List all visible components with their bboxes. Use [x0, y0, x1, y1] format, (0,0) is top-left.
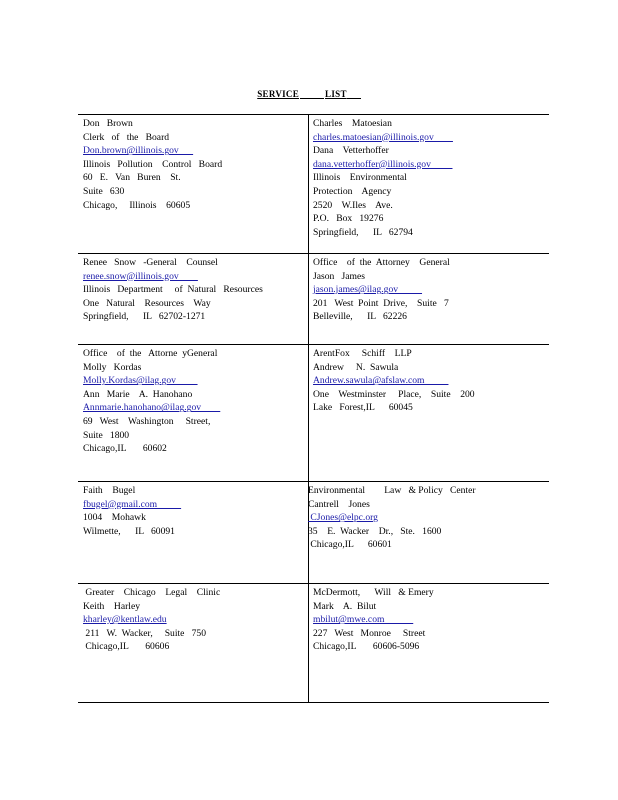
address-line: One Westminster Place, Suite 200: [313, 388, 475, 400]
address-line: P.O. Box 19276: [313, 213, 384, 225]
address-line: 1004 Mohawk: [83, 512, 146, 524]
address-line: Chicago,IL 60601: [308, 539, 392, 551]
address-line: One Natural Resources Way: [83, 297, 211, 309]
address-line: 2520 W.Iles Ave.: [313, 199, 393, 211]
email-link[interactable]: kharley@kentlaw.edu: [83, 614, 167, 626]
address-line: Illinois Department of Natural Resources: [83, 284, 263, 296]
address-line: Andrew N. Sawula: [313, 361, 399, 373]
address-line: 35 E. Wacker Dr., Ste. 1600: [308, 525, 442, 537]
address-line: Don Brown: [83, 118, 133, 129]
address-line: 201 West Point Drive, Suite 7: [313, 297, 449, 309]
address-line: Environmental Law & Policy Center: [308, 485, 476, 496]
address-line: Clerk of the Board: [83, 131, 170, 143]
address-line: McDermott, Will & Emery: [313, 587, 434, 598]
title-underline-gap: [300, 89, 324, 99]
address-line: Wilmette, IL 60091: [83, 525, 175, 537]
email-link[interactable]: Molly.Kordas@ilag.gov: [83, 375, 198, 387]
address-line: Protection Agency: [313, 185, 392, 197]
address-line: Greater Chicago Legal Clinic: [83, 587, 221, 598]
table-rule: [78, 344, 549, 345]
email-link[interactable]: charles.matoesian@illinois.gov: [313, 131, 453, 143]
email-link[interactable]: Andrew.sawula@afslaw.com: [313, 375, 449, 387]
address-line: Molly Kordas: [83, 361, 142, 373]
address-line: Springfield, IL 62702-1271: [83, 311, 206, 323]
email-link[interactable]: jason.james@ilag.gov: [313, 284, 423, 296]
column-divider: [308, 114, 309, 703]
email-link[interactable]: Don.brown@illinois.gov: [83, 145, 194, 157]
page-title: [0, 89, 618, 99]
address-line: Suite 1800: [83, 429, 130, 441]
service-entry-jason-james: [313, 256, 450, 324]
address-line: 227 West Monroe Street: [313, 627, 426, 639]
address-line: Chicago,IL 60602: [83, 443, 167, 455]
table-rule: [78, 481, 549, 482]
address-line: Illinois Environmental: [313, 172, 407, 184]
address-line: Lake Forest,IL 60045: [313, 402, 413, 414]
table-rule: [78, 253, 549, 254]
service-entry-mark-bilut: [313, 586, 434, 654]
email-link[interactable]: renee.snow@illinois.gov: [83, 270, 198, 282]
address-line: Jason James: [313, 270, 365, 282]
service-entry-andrew-sawula: [313, 347, 475, 415]
title-part-1: SERVICE: [257, 89, 300, 99]
address-line: Mark A. Bilut: [313, 600, 377, 612]
address-line: Renee Snow -General Counsel: [83, 257, 218, 268]
address-line: Cantrell Jones: [308, 498, 370, 510]
service-entry-cantrell-jones: [308, 484, 476, 552]
address-line: Chicago, Illinois 60605: [83, 199, 191, 211]
service-entry-don-brown: [83, 117, 222, 212]
service-entry-charles-matoesian: [313, 117, 453, 239]
email-link[interactable]: dana.vetterhoffer@illinois.gov: [313, 158, 453, 170]
address-line: Chicago,IL 60606: [83, 641, 170, 653]
table-rule: [78, 114, 549, 115]
email-link[interactable]: Annmarie.hanohano@ilag.gov: [83, 402, 221, 414]
address-line: Faith Bugel: [83, 485, 136, 496]
address-line: Belleville, IL 62226: [313, 311, 407, 323]
title-part-2: LIST: [325, 89, 347, 99]
table-rule: [78, 702, 549, 703]
address-line: Chicago,IL 60606-5096: [313, 641, 420, 653]
title-underline-tail: [347, 89, 361, 99]
service-entry-faith-bugel: [83, 484, 181, 538]
address-line: Suite 630: [83, 185, 125, 197]
address-line: 69 West Washington Street,: [83, 415, 211, 427]
address-line: Dana Vetterhoffer: [313, 145, 389, 157]
address-line: ArentFox Schiff LLP: [313, 348, 412, 359]
address-line: 211 W. Wacker, Suite 750: [83, 627, 207, 639]
address-line: 60 E. Van Buren St.: [83, 172, 181, 184]
address-line: Illinois Pollution Control Board: [83, 158, 223, 170]
address-line: Office of the Attorne yGeneral: [83, 348, 218, 359]
email-link[interactable]: mbilut@mwe.com: [313, 614, 414, 626]
address-line: Ann Marie A. Hanohano: [83, 388, 193, 400]
email-link[interactable]: fbugel@gmail.com: [83, 498, 182, 510]
address-line: Office of the Attorney General: [313, 257, 450, 268]
email-link[interactable]: CJones@elpc.org: [308, 512, 378, 524]
address-line: Springfield, IL 62794: [313, 226, 413, 238]
service-entry-molly-kordas: [83, 347, 220, 456]
service-entry-keith-harley: [83, 586, 220, 654]
address-line: Charles Matoesian: [313, 118, 392, 129]
service-entry-renee-snow: [83, 256, 263, 324]
address-line: Keith Harley: [83, 600, 141, 612]
table-rule: [78, 583, 549, 584]
